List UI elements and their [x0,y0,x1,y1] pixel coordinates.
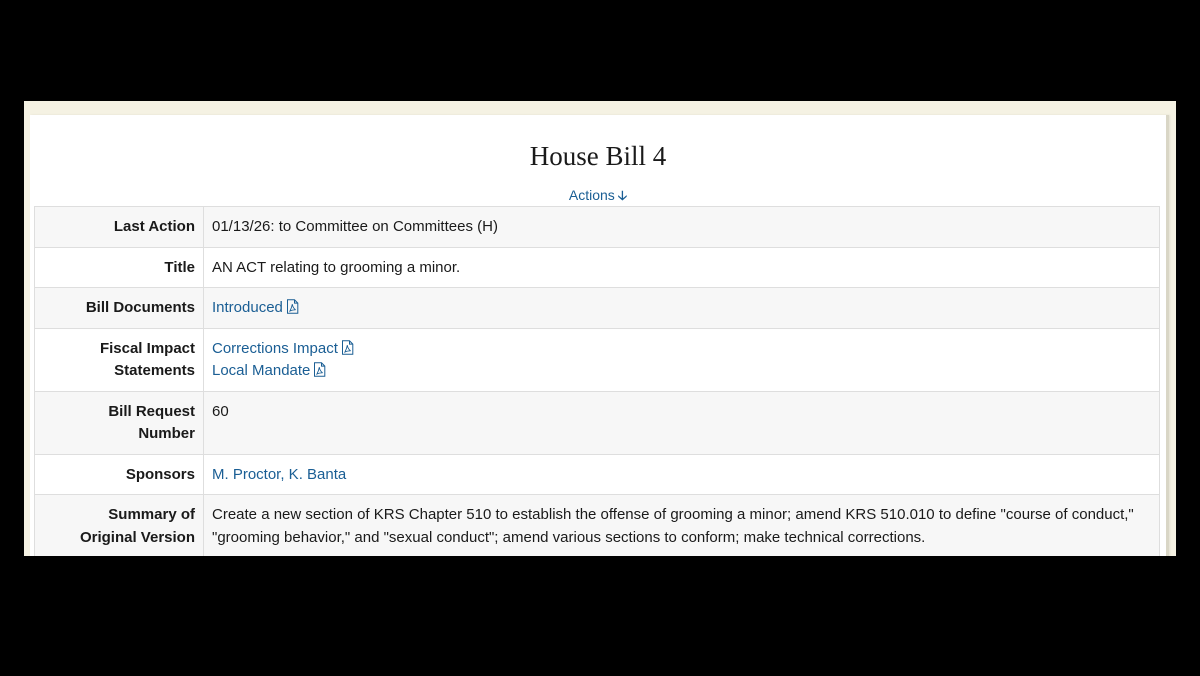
corrections-impact-text: Corrections Impact [212,339,338,357]
title-label: Title [35,247,204,288]
pdf-icon [341,340,354,355]
sponsors-link[interactable]: M. Proctor, K. Banta [212,465,347,483]
actions-label: Actions [568,187,615,203]
fiscal-impact-value [204,328,1160,391]
bill-info-table [34,206,1160,556]
page-frame [24,101,1176,556]
bill-request-label-line2: Number [138,425,195,442]
fiscal-impact-label-line1: Fiscal Impact [99,339,195,357]
bill-documents-value [204,288,1160,329]
last-action-label: Last Action [35,207,204,248]
summary-label [35,495,204,557]
row-bill-documents [35,288,1160,329]
last-action-value: 01/13/26: to Committee on Committees (H) [204,207,1160,248]
bill-documents-label: Bill Documents [35,288,204,329]
bill-request-value: 60 [204,391,1160,454]
bill-card [30,115,1169,556]
arrow-down-icon: 🡣 [617,188,628,203]
fiscal-impact-label-line2: Statements [114,362,195,379]
row-summary [35,495,1160,557]
sponsors-value [204,454,1160,495]
row-title [35,247,1160,288]
local-mandate-link[interactable] [212,362,326,379]
fiscal-impact-label [35,328,204,391]
row-fiscal-impact [35,328,1160,391]
local-mandate-text: Local Mandate [212,362,311,379]
sponsors-label: Sponsors [35,454,204,495]
bill-request-label-line1: Bill Request [108,402,195,420]
row-sponsors [35,454,1160,495]
title-value: AN ACT relating to grooming a minor. [204,247,1160,288]
row-last-action [35,207,1160,248]
summary-value: Create a new section of KRS Chapter 510 to establish the offense of grooming a minor; amend KRS 510.010 to define "course of conduct," "grooming behavior," and "sexual conduct"; amend various sections to conform; make technical corrections. [204,495,1160,557]
summary-label-line1: Summary of [108,506,195,523]
corrections-impact-link[interactable] [212,340,354,357]
pdf-icon [313,362,326,377]
summary-label-line2: Original Version [79,528,195,546]
introduced-link[interactable] [212,299,299,316]
pdf-icon [286,299,299,314]
introduced-link-text: Introduced [212,299,283,316]
page-title: House Bill 4 [529,141,667,171]
bill-request-label [35,391,204,454]
row-bill-request [35,391,1160,454]
